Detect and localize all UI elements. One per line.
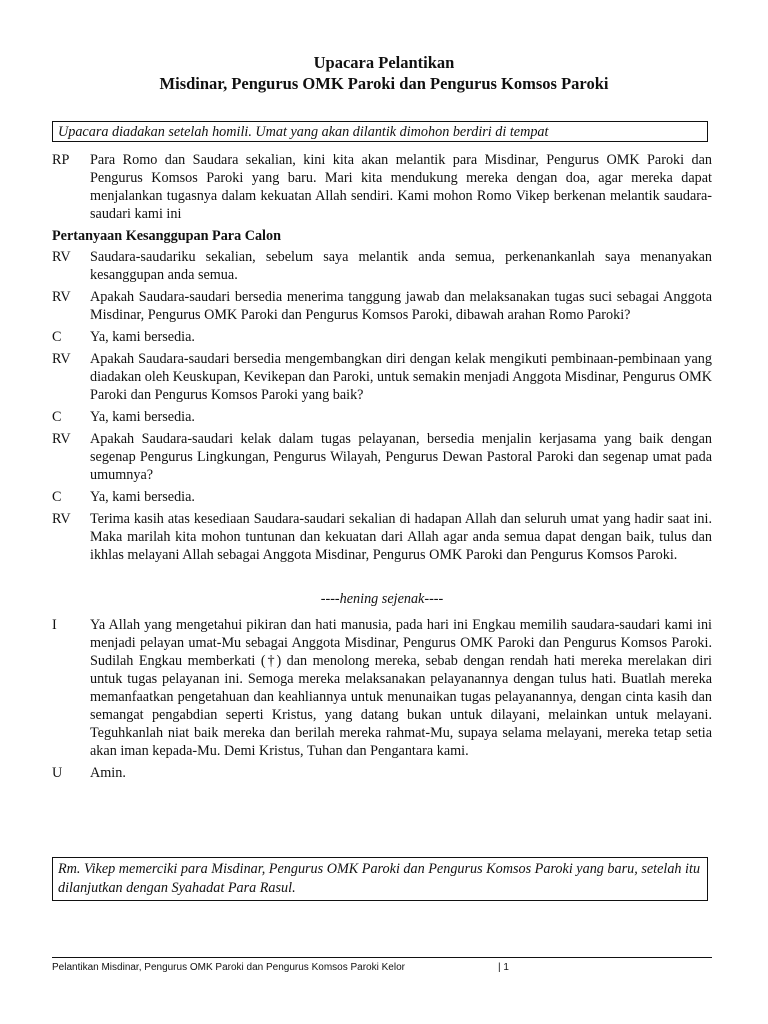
prayer-row bbox=[52, 764, 712, 782]
speaker-role: I bbox=[52, 617, 57, 633]
footer-text: Pelantikan Misdinar, Pengurus OMK Paroki dan Pengurus Komsos Paroki Kelor bbox=[52, 962, 405, 973]
dialogue-row bbox=[52, 430, 712, 484]
dialogue-row bbox=[52, 350, 712, 404]
speaker-text: Apakah Saudara-saudari kelak dalam tugas pelayanan, bersedia menjalin kerjasama yang baik dengan segenap Pengurus Lingkungan, Pengurus Wilayah, Pengurus Dewan Pastoral Paroki dan segenap umat pada umumnya? bbox=[90, 431, 712, 483]
speaker-text: Saudara-saudariku sekalian, sebelum saya melantik anda semua, perkenankanlah saya menanyakan kesanggupan anda semua. bbox=[90, 249, 712, 283]
document-title: Upacara Pelantikan bbox=[313, 53, 455, 72]
speaker-text: Ya Allah yang mengetahui pikiran dan hati manusia, pada hari ini Engkau memilih saudara-saudari kami ini menjadi pelayan umat-Mu sebagai Anggota Misdinar, Pengurus OMK Paroki dan Pengurus Komsos Paroki. Sudilah Engkau memberkati (†) dan menolong mereka, sebab dengan rendah hati mereka merelakan diri untuk tugas pelayanan ini. Semoga mereka melaksanakan pelayanannya dengan tulus hati. Buatlah mereka memanfaatkan pengetahuan dan keahliannya untuk menunaikan tugas pelayanannya, dengan cinta kasih dan semangat pengabdian seperti Kristus, yang datang bukan untuk dilayani, melainkan untuk melayani. Teguhkanlah niat baik mereka dan berilah mereka rahmat-Mu, supaya selama melayani, mereka tetap setia akan iman kepada-Mu. Demi Kristus, Tuhan dan Pengantara kami. bbox=[90, 617, 712, 759]
prayer-row bbox=[52, 616, 712, 760]
dialogue-row bbox=[52, 328, 712, 346]
opening-instruction-box: Upacara diadakan setelah homili. Umat yang akan dilantik dimohon berdiri di tempat bbox=[52, 121, 708, 142]
speaker-role: RV bbox=[52, 289, 71, 305]
silence-note: ----hening sejenak---- bbox=[320, 591, 444, 607]
speaker-text: Amin. bbox=[90, 765, 126, 781]
speaker-role: U bbox=[52, 765, 63, 781]
speaker-text: Ya, kami bersedia. bbox=[90, 409, 195, 425]
speaker-text: Terima kasih atas kesediaan Saudara-saudari sekalian di hadapan Allah dan seluruh umat yang hadir saat ini. Maka marilah kita mohon tuntunan dan kekuatan dari Allah agar anda semua dapat dengan baik, tulus dan ikhlas melayani Allah sebagai Anggota Misdinar, Pengurus OMK Paroki dan Pengurus Komsos Paroki. bbox=[90, 511, 712, 563]
speaker-role: C bbox=[52, 409, 62, 425]
document-body bbox=[52, 151, 712, 786]
speaker-text: Para Romo dan Saudara sekalian, kini kita akan melantik para Misdinar, Pengurus OMK Paroki dan Pengurus Komsos Paroki yang baru. Mari kita mendukung mereka dengan doa, agar mereka dapat menjalankan tugasnya dalam kekuatan Allah sendiri. Kami mohon Romo Vikep berkenan melantik saudara-saudari kami ini bbox=[90, 152, 712, 222]
speaker-role: RV bbox=[52, 249, 71, 265]
dialogue-row bbox=[52, 510, 712, 564]
closing-instruction-box: Rm. Vikep memerciki para Misdinar, Pengurus OMK Paroki dan Pengurus Komsos Paroki yang baru, setelah itu dilanjutkan dengan Syahadat Para Rasul. bbox=[52, 857, 708, 901]
speaker-role: C bbox=[52, 489, 62, 505]
speaker-text: Ya, kami bersedia. bbox=[90, 329, 195, 345]
speaker-role: RV bbox=[52, 351, 71, 367]
speaker-role: RP bbox=[52, 152, 70, 168]
speaker-role: RV bbox=[52, 511, 71, 527]
section-title: Pertanyaan Kesanggupan Para Calon bbox=[52, 228, 281, 244]
intro-row bbox=[52, 151, 712, 223]
dialogue-row bbox=[52, 408, 712, 426]
speaker-text: Ya, kami bersedia. bbox=[90, 489, 195, 505]
dialogue-row bbox=[52, 248, 712, 284]
document-subtitle: Misdinar, Pengurus OMK Paroki dan Pengurus Komsos Paroki bbox=[159, 74, 609, 93]
speaker-text: Apakah Saudara-saudari bersedia mengembangkan diri dengan kelak mengikuti pembinaan-pembinaan yang diadakan oleh Keuskupan, Kevikepan dan Paroki, untuk semakin menjadi Anggota Misdinar, Pengurus OMK Paroki dan Pengurus Komsos Paroki yang baik? bbox=[90, 351, 712, 403]
speaker-role: RV bbox=[52, 431, 71, 447]
speaker-role: C bbox=[52, 329, 62, 345]
page-number: | 1 bbox=[498, 962, 509, 973]
dialogue-row bbox=[52, 488, 712, 506]
footer-divider bbox=[52, 957, 712, 958]
speaker-text: Apakah Saudara-saudari bersedia menerima tanggung jawab dan melaksanakan tugas suci sebagai Anggota Misdinar, Pengurus OMK Paroki dan Pengurus Komsos Paroki, dibawah arahan Romo Paroki? bbox=[90, 289, 712, 323]
dialogue-row bbox=[52, 288, 712, 324]
